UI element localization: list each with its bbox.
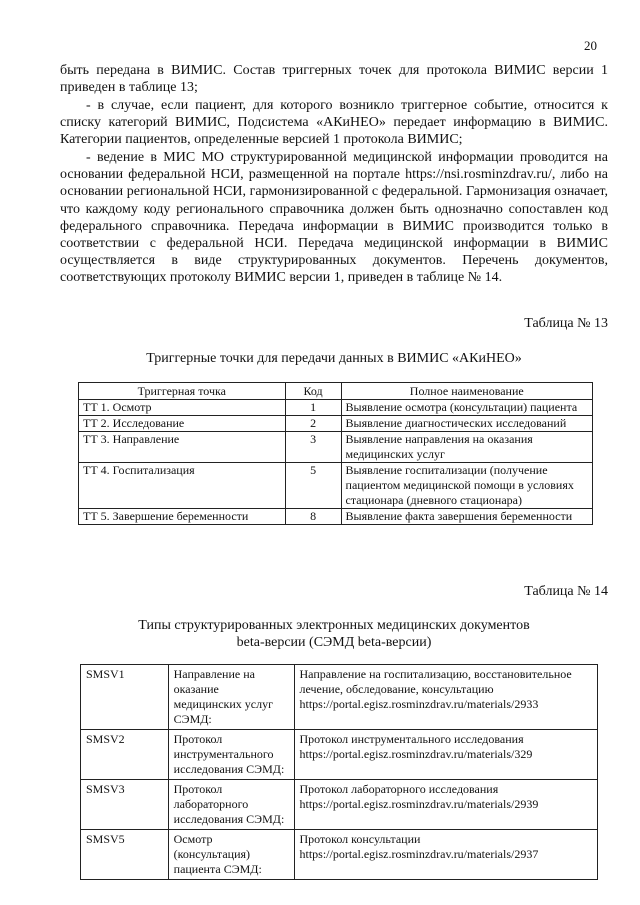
table14-caption: Таблица № 14 (524, 584, 608, 599)
table14-title-line1: Типы структурированных электронных медицинских документов (138, 618, 530, 633)
header-full-name: Полное наименование (341, 383, 592, 400)
semd-type-cell: Протокол инструментального исследования СЭМД: (168, 730, 294, 780)
paragraph-2: - в случае, если пациент, для которого возникло триггерное событие, относится к списку категорий ВИМИС, Подсистема «АКиНЕО» передает информацию в ВИМИС. Категории пациентов, определенные версией 1 протокола ВИМИС; (60, 98, 608, 148)
table-row (81, 780, 598, 830)
semd-type-cell: Направление на оказание медицинских услуг СЭМД: (168, 665, 294, 730)
semd-code-cell: SMSV3 (81, 780, 169, 830)
table-row (81, 730, 598, 780)
table-row (81, 830, 598, 880)
code-cell: 5 (285, 463, 341, 509)
table13-caption: Таблица № 13 (524, 316, 608, 331)
table-row (79, 400, 593, 416)
header-trigger-point: Триггерная точка (79, 383, 286, 400)
semd-description-cell: Протокол инструментального исследования https://portal.egisz.rosminzdrav.ru/materials/329 (294, 730, 598, 780)
full-name-cell: Выявление госпитализации (получение пациентом медицинской помощи в условиях стационара (дневного стационара) (341, 463, 592, 509)
trigger-points-table (78, 382, 593, 525)
page-number: 20 (584, 38, 597, 53)
code-cell: 3 (285, 432, 341, 463)
semd-type-cell: Осмотр (консультация) пациента СЭМД: (168, 830, 294, 880)
paragraph-3: - ведение в МИС МО структурированной медицинской информации проводится на основании федеральной НСИ, размещенной на портале https://nsi.rosminzdrav.ru/, либо на основании региональной НСИ, гармонизированной с федеральной. Гармонизация означает, что каждому коду регионального справочника должен быть однозначно сопоставлен код федерального справочника. Передача информации в ВИМИС производится только в соответствии с федеральной НСИ. Передача медицинской информации в ВИМИС осуществляется в виде структурированных документов. Перечень документов, соответствующих протоколу ВИМИС версии 1, приведен в таблице № 14. (60, 150, 608, 286)
semd-code-cell: SMSV5 (81, 830, 169, 880)
table-row (79, 416, 593, 432)
trigger-point-cell: ТТ 1. Осмотр (79, 400, 286, 416)
table-row (79, 463, 593, 509)
code-cell: 2 (285, 416, 341, 432)
table-row (79, 509, 593, 525)
full-name-cell: Выявление факта завершения беременности (341, 509, 592, 525)
trigger-point-cell: ТТ 4. Госпитализация (79, 463, 286, 509)
semd-code-cell: SMSV1 (81, 665, 169, 730)
header-code: Код (285, 383, 341, 400)
trigger-point-cell: ТТ 3. Направление (79, 432, 286, 463)
semd-type-cell: Протокол лабораторного исследования СЭМД: (168, 780, 294, 830)
full-name-cell: Выявление направления на оказания медицинских услуг (341, 432, 592, 463)
trigger-point-cell: ТТ 2. Исследование (79, 416, 286, 432)
table14-title-line2: beta-версии (СЭМД beta-версии) (236, 635, 432, 650)
semd-description-cell: Протокол лабораторного исследования https://portal.egisz.rosminzdrav.ru/materials/2939 (294, 780, 598, 830)
full-name-cell: Выявление осмотра (консультации) пациента (341, 400, 592, 416)
paragraph-1: быть передана в ВИМИС. Состав триггерных точек для протокола ВИМИС версии 1 приведен в таблице 13; (60, 63, 608, 96)
semd-description-cell: Протокол консультации https://portal.egisz.rosminzdrav.ru/materials/2937 (294, 830, 598, 880)
code-cell: 8 (285, 509, 341, 525)
semd-code-cell: SMSV2 (81, 730, 169, 780)
semd-description-cell: Направление на госпитализацию, восстановительное лечение, обследование, консультацию https://portal.egisz.rosminzdrav.ru/materials/2933 (294, 665, 598, 730)
table-header-row (79, 383, 593, 400)
full-name-cell: Выявление диагностических исследований (341, 416, 592, 432)
semd-types-table (80, 664, 598, 880)
trigger-point-cell: ТТ 5. Завершение беременности (79, 509, 286, 525)
table13-title: Триггерные точки для передачи данных в ВИМИС «АКиНЕО» (146, 351, 522, 366)
table-row (79, 432, 593, 463)
table-row (81, 665, 598, 730)
code-cell: 1 (285, 400, 341, 416)
